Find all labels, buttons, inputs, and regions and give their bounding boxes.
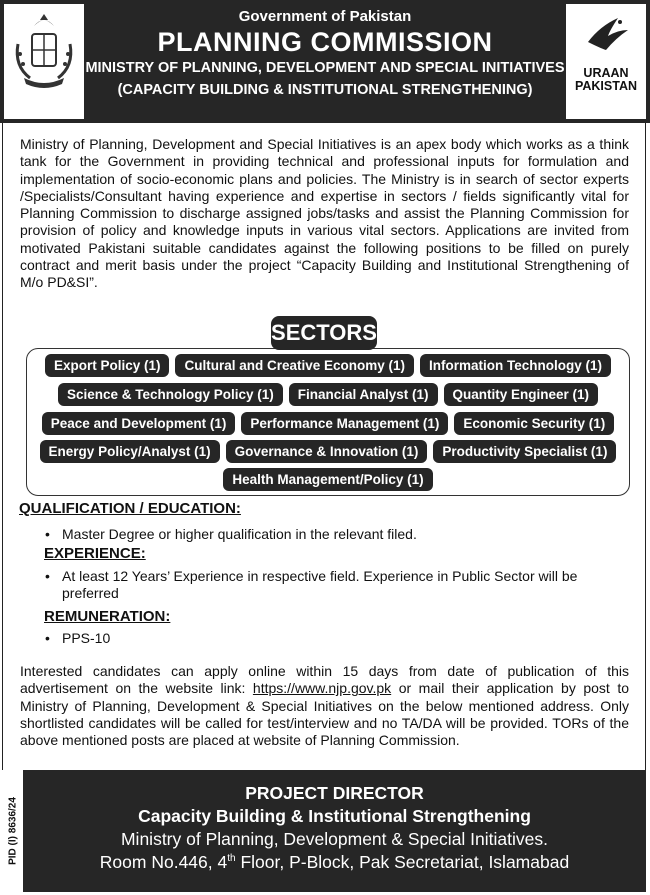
address-superscript: th <box>227 853 236 865</box>
uraan-text: URAAN <box>583 66 629 80</box>
closing-paragraph <box>20 663 629 749</box>
sector-pill: Quantity Engineer (1) <box>444 383 599 406</box>
eagle-icon <box>566 4 646 64</box>
sectors-title: SECTORS <box>271 316 377 350</box>
remuneration-text: PPS-10 <box>62 630 111 646</box>
sector-pill: Governance & Innovation (1) <box>226 440 428 463</box>
commission-title: PLANNING COMMISSION <box>157 27 493 57</box>
closing-text-after: or mail their application by post to Ministry of Planning, Development & Special Initiatives on the below mentioned address. Only shortlisted candidates will be called for test/interview and no TA/DA will be provided. TORs of the above mentioned posts are placed at website of Planning Commission. <box>20 680 629 749</box>
sector-pill: Cultural and Creative Economy (1) <box>175 354 414 377</box>
pid-label <box>2 770 23 892</box>
footer-address-block <box>23 770 646 892</box>
qualification-item <box>45 526 622 543</box>
sectors-row-4 <box>26 440 630 463</box>
footer-ministry: Ministry of Planning, Development & Special Initiatives. <box>120 829 548 849</box>
address-part-1: Room No.446, 4 <box>99 852 228 872</box>
sectors-row-2 <box>26 383 630 406</box>
website-link[interactable]: https://www.njp.gov.pk <box>252 680 392 697</box>
pakistan-text: PAKISTAN <box>574 79 638 93</box>
sectors-row-5 <box>26 468 630 491</box>
footer-project-name: Capacity Building & Institutional Strengthening <box>138 806 531 826</box>
sector-pill: Export Policy (1) <box>45 354 170 377</box>
pid-text: PID (I) 8636/24 <box>7 797 18 865</box>
experience-heading: EXPERIENCE: <box>44 545 146 562</box>
sector-pill: Economic Security (1) <box>454 412 614 435</box>
sector-pill: Science & Technology Policy (1) <box>58 383 283 406</box>
sectors-row-1 <box>26 354 630 377</box>
ministry-line: MINISTRY OF PLANNING, DEVELOPMENT AND SPECIAL INITIATIVES <box>85 60 565 76</box>
sector-pill: Information Technology (1) <box>420 354 611 377</box>
header <box>0 0 650 127</box>
pakistan-emblem-icon <box>4 4 84 119</box>
bullet-icon: • <box>45 526 50 542</box>
experience-text: At least 12 Years’ Experience in respective field. Experience in Public Sector will be preferred <box>62 568 578 601</box>
sector-pill: Peace and Development (1) <box>42 412 236 435</box>
project-director-title: PROJECT DIRECTOR <box>245 783 424 803</box>
address-part-2: Floor, P-Block, Pak Secretariat, Islamabad <box>235 852 570 872</box>
intro-paragraph: Ministry of Planning, Development and Special Initiatives is an apex body which works as a think tank for the Government in providing technical and professional inputs for formulation and implementation of socio-economic plans and policies. The Ministry is in search of sector experts /Specialists/Consultant having experience and expertise in sectors / fields significantly vital for Planning Commission to discharge assigned jobs/tasks and assist the Planning Commission for provision of policy and knowledge inputs in various vital sectors. Applications are invited from motivated Pakistani suitable candidates against the following positions to be filled on purely contract and merit basis under the project “Capacity Building and Institutional Strengthening of M/o PD&SI”. <box>20 136 629 291</box>
uraan-pakistan-logo <box>566 4 646 119</box>
sector-pill: Financial Analyst (1) <box>289 383 438 406</box>
bullet-icon: • <box>45 568 50 584</box>
sector-pill: Productivity Specialist (1) <box>433 440 616 463</box>
remuneration-item <box>45 630 622 647</box>
sector-pill: Energy Policy/Analyst (1) <box>40 440 220 463</box>
experience-item <box>45 568 622 602</box>
project-line: (CAPACITY BUILDING & INSTITUTIONAL STRENGTHENING) <box>117 82 533 98</box>
qualification-text: Master Degree or higher qualification in the relevant filed. <box>62 526 417 542</box>
header-text <box>84 0 566 98</box>
qualification-heading: QUALIFICATION / EDUCATION: <box>19 500 241 517</box>
sector-pill: Health Management/Policy (1) <box>223 468 432 491</box>
sector-pill: Performance Management (1) <box>241 412 448 435</box>
bullet-icon: • <box>45 630 50 646</box>
remuneration-heading: REMUNERATION: <box>44 608 171 625</box>
closing-text-before: Interested candidates can apply online within 15 days from date of publication of this advertisement on the website link: <box>20 663 629 697</box>
government-line: Government of Pakistan <box>238 8 412 25</box>
footer-address <box>23 852 646 873</box>
sectors-row-3 <box>26 412 630 435</box>
